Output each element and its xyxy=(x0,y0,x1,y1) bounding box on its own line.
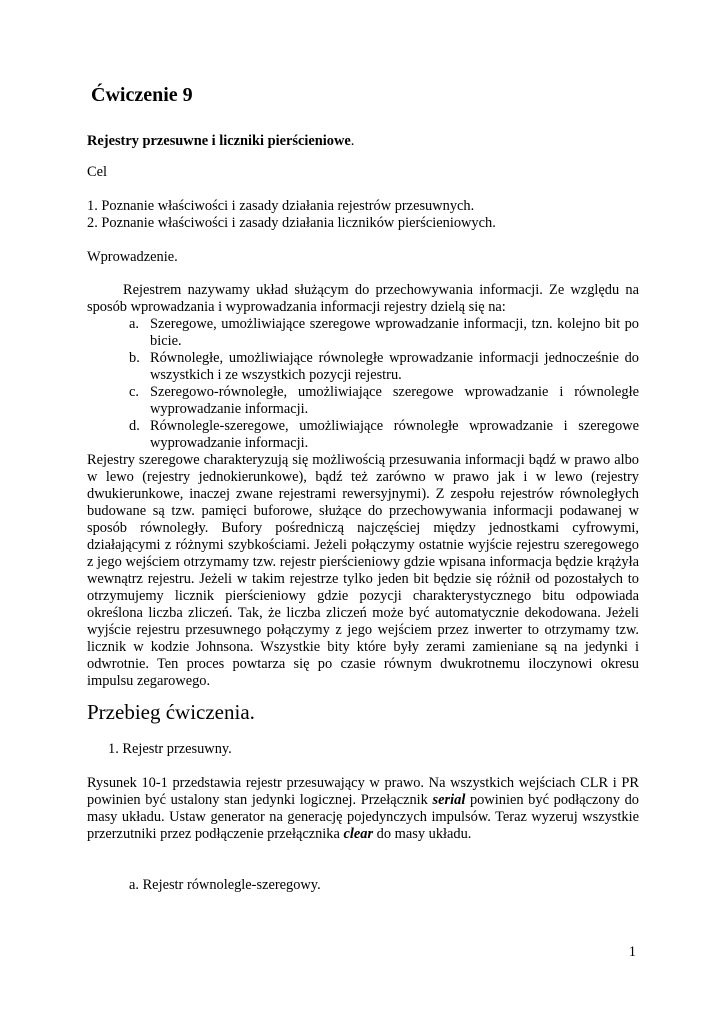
goal-item: 2. Poznanie właściwości i zasady działania liczników pierścieniowych. xyxy=(87,215,496,231)
subtitle-text: Rejestry przesuwne i liczniki pierścieniowe xyxy=(87,133,351,149)
goal-label: Cel xyxy=(87,164,107,180)
intro-paragraph: Rejestrem nazywamy układ służącym do przechowywania informacji. Ze względu na sposób wprowadzania i wyprowadzania informacji rejestry dzielą się na: xyxy=(87,282,639,315)
serial-keyword: serial xyxy=(432,792,466,808)
list-item xyxy=(87,384,639,418)
list-marker: c. xyxy=(129,384,139,400)
page-number: 1 xyxy=(628,944,636,960)
register-types-list xyxy=(87,316,639,452)
page-title: Ćwiczenie 9 xyxy=(91,84,193,106)
list-marker: b. xyxy=(129,350,140,366)
list-item xyxy=(87,418,639,452)
main-paragraph: Rejestry szeregowe charakteryzują się możliwością przesuwania informacji bądź w prawo albo w lewo (rejestry jednokierunkowe), bądź też zarówno w prawo jak i w lewo (rejestry dwukierunkowe, inaczej zwane rejestrami rewersyjnymi). Z zespołu rejestrów równoległych budowane są tzw. pamięci buforowe, służące do przechowywania informacji podawanej w sposób równoległy. Bufory pośredniczą najczęściej między jednostkami cyfrowymi, działającymi z różnymi szybkościami. Jeżeli połączymy ostatnie wyjście rejestru szeregowego z jego wejściem otrzymamy tzw. rejestr pierścieniowy gdzie wpisana informacja będzie krążyła wewnątrz rejestru. Jeżeli w takim rejestrze tylko jeden bit będzie się różnił od pozostałych to otrzymujemy licznik pierścieniowy gdzie pozycji charakterystycznego bitu odpowiada określona liczba zliczeń. Tak, że liczba zliczeń może być automatycznie dekodowana. Jeżeli wyjście rejestru przesuwnego połączymy z jego wejściem przez inwerter to otrzymamy tzw. licznik w kodzie Johnsona. Wszystkie bity które były zerami zamieniane są na jedynki i odwrotnie. Ten proces powtarza się po czasie równym dwukrotnemu iloczynowi okresu impulsu zegarowego. xyxy=(87,452,639,689)
subtitle xyxy=(87,133,354,150)
clear-keyword: clear xyxy=(343,826,374,842)
list-item xyxy=(87,316,639,350)
figure-paragraph-text: powinien być podłączony do masy układu. Ustaw generator na generację pojedynczych impulsów. Teraz wyzeruj wszystkie przerzutniki przez podłączenie przełącznika xyxy=(87,792,640,842)
list-item-text: Równoległe, umożliwiające równoległe wprowadzanie informacji jednocześnie do wszystkich i ze wszystkich pozycji rejestru. xyxy=(150,350,639,383)
figure-paragraph-text: do masy układu. xyxy=(373,826,472,842)
subtitle-period: . xyxy=(350,133,355,149)
intro-label: Wprowadzenie. xyxy=(87,249,178,265)
figure-paragraph xyxy=(87,775,639,843)
goal-item: 1. Poznanie właściwości i zasady działania rejestrów przesuwnych. xyxy=(87,198,475,214)
list-item-text: Szeregowo-równoległe, umożliwiające szeregowe wprowadzanie i równoległe wyprowadzanie informacji. xyxy=(150,384,639,417)
step-heading: 1. Rejestr przesuwny. xyxy=(108,741,232,757)
list-marker: d. xyxy=(129,418,140,434)
list-item xyxy=(87,350,639,384)
section-heading: Przebieg ćwiczenia. xyxy=(87,700,255,724)
list-marker: a. xyxy=(129,316,139,332)
substep-heading: a. Rejestr równolegle-szeregowy. xyxy=(129,877,321,893)
figure-paragraph-text: Rysunek 10-1 przedstawia rejestr przesuwający w prawo. Na wszystkich wejściach CLR i PR powinien być ustalony stan jedynki logicznej. Przełącznik xyxy=(87,775,639,808)
list-item-text: Równolegle-szeregowe, umożliwiające równoległe wprowadzanie i szeregowe wyprowadzanie informacji. xyxy=(150,418,639,451)
list-item-text: Szeregowe, umożliwiające szeregowe wprowadzanie informacji, tzn. kolejno bit po bicie. xyxy=(150,316,639,349)
